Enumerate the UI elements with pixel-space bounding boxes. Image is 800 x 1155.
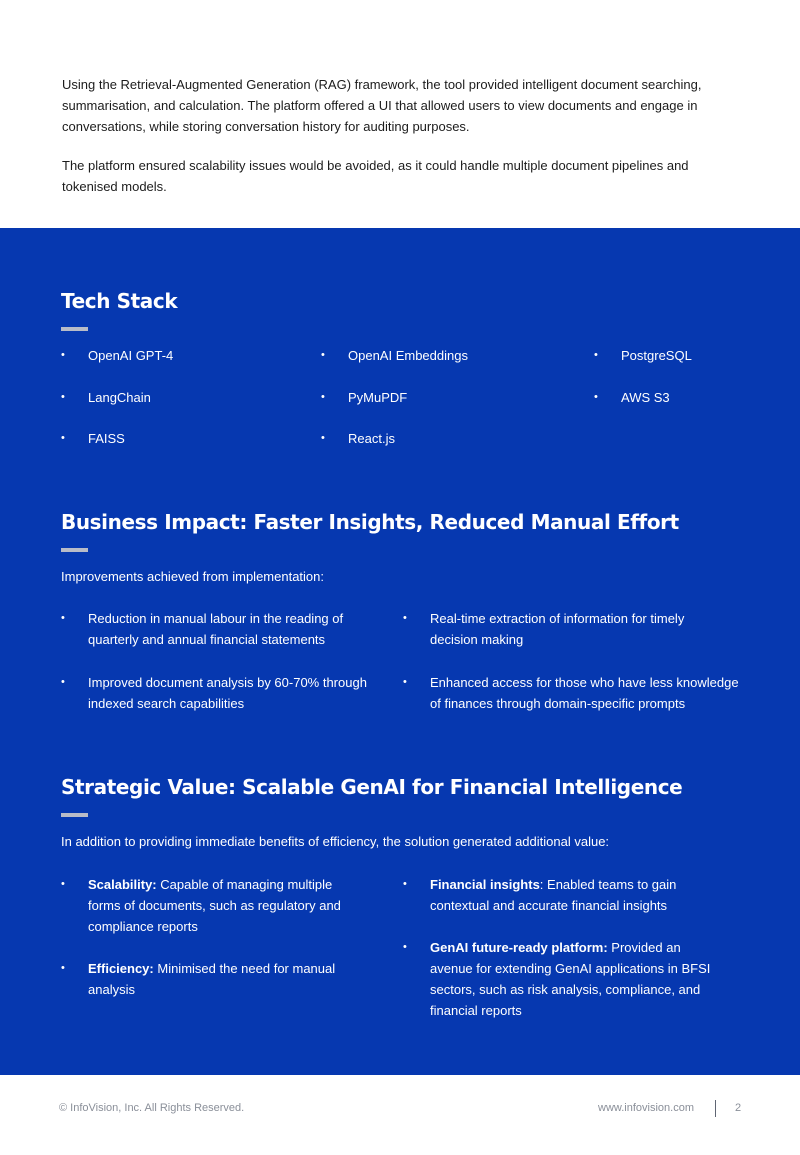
list-item: • Reduction in manual labour in the reading of quarterly and annual financial statements: [61, 608, 381, 650]
bullet-icon: •: [403, 612, 407, 624]
copyright-text: © InfoVision, Inc. All Rights Reserved.: [59, 1102, 245, 1114]
list-item: • LangChain: [61, 387, 151, 408]
bullet-icon: •: [61, 432, 65, 444]
bullet-icon: •: [321, 432, 325, 444]
content-panel: [0, 228, 800, 1075]
bullet-icon: •: [61, 676, 65, 688]
bullet-icon: •: [61, 962, 65, 974]
list-item: • AWS S3: [594, 387, 670, 408]
strategic-value-title: Strategic Value: Scalable GenAI for Financial Intelligence: [61, 775, 683, 799]
tech-stack-title: Tech Stack: [61, 289, 178, 313]
strategic-value-lead: In addition to providing immediate benefits of efficiency, the solution generated additional value:: [61, 834, 610, 849]
bullet-icon: •: [61, 878, 65, 890]
section-divider: [61, 327, 88, 331]
strategic-value-section: [61, 774, 761, 817]
intro-paragraph-2: The platform ensured scalability issues would be avoided, as it could handle multiple document pipelines and tokenised models.: [62, 158, 689, 194]
footer-divider: [715, 1100, 716, 1117]
bullet-icon: •: [321, 391, 325, 403]
list-item: • OpenAI GPT-4: [61, 345, 173, 366]
intro-text: [62, 74, 742, 215]
tech-stack-section: [61, 288, 761, 331]
website-link[interactable]: www.infovision.com: [598, 1102, 694, 1114]
list-item: • GenAI future-ready platform: Provided an avenue for extending GenAI applications in BFSI sectors, such as risk analysis, compliance, and financial reports: [403, 937, 723, 1021]
bullet-icon: •: [594, 391, 598, 403]
bullet-icon: •: [403, 878, 407, 890]
list-item: • Scalability: Capable of managing multiple forms of documents, such as regulatory and compliance reports: [61, 874, 366, 937]
list-item: • Efficiency: Minimised the need for manual analysis: [61, 958, 366, 1000]
list-item: • FAISS: [61, 428, 125, 449]
list-item: • Enhanced access for those who have less knowledge of finances through domain-specific prompts: [403, 672, 753, 714]
bullet-icon: •: [403, 941, 407, 953]
list-item: • Improved document analysis by 60-70% through indexed search capabilities: [61, 672, 381, 714]
section-divider: [61, 548, 88, 552]
list-item: • Real-time extraction of information for timely decision making: [403, 608, 733, 650]
intro-paragraph-1: Using the Retrieval-Augmented Generation (RAG) framework, the tool provided intelligent document searching, summarisation, and calculation. The platform offered a UI that allowed users to view documents and engage in conversations, while storing conversation history for auditing purposes.: [62, 77, 702, 134]
bullet-icon: •: [403, 676, 407, 688]
list-item: • OpenAI Embeddings: [321, 345, 468, 366]
bullet-icon: •: [61, 391, 65, 403]
bullet-icon: •: [61, 612, 65, 624]
list-item: • React.js: [321, 428, 395, 449]
business-impact-title: Business Impact: Faster Insights, Reduced Manual Effort: [61, 510, 679, 534]
bullet-icon: •: [321, 349, 325, 361]
list-item: • PostgreSQL: [594, 345, 692, 366]
business-impact-lead: Improvements achieved from implementation:: [61, 569, 325, 584]
section-divider: [61, 813, 88, 817]
page-number: 2: [735, 1102, 742, 1114]
bullet-icon: •: [594, 349, 598, 361]
bullet-icon: •: [61, 349, 65, 361]
business-impact-section: [61, 509, 761, 552]
list-item: • PyMuPDF: [321, 387, 407, 408]
list-item: • Financial insights: Enabled teams to gain contextual and accurate financial insights: [403, 874, 713, 916]
footer: [0, 1075, 800, 1155]
